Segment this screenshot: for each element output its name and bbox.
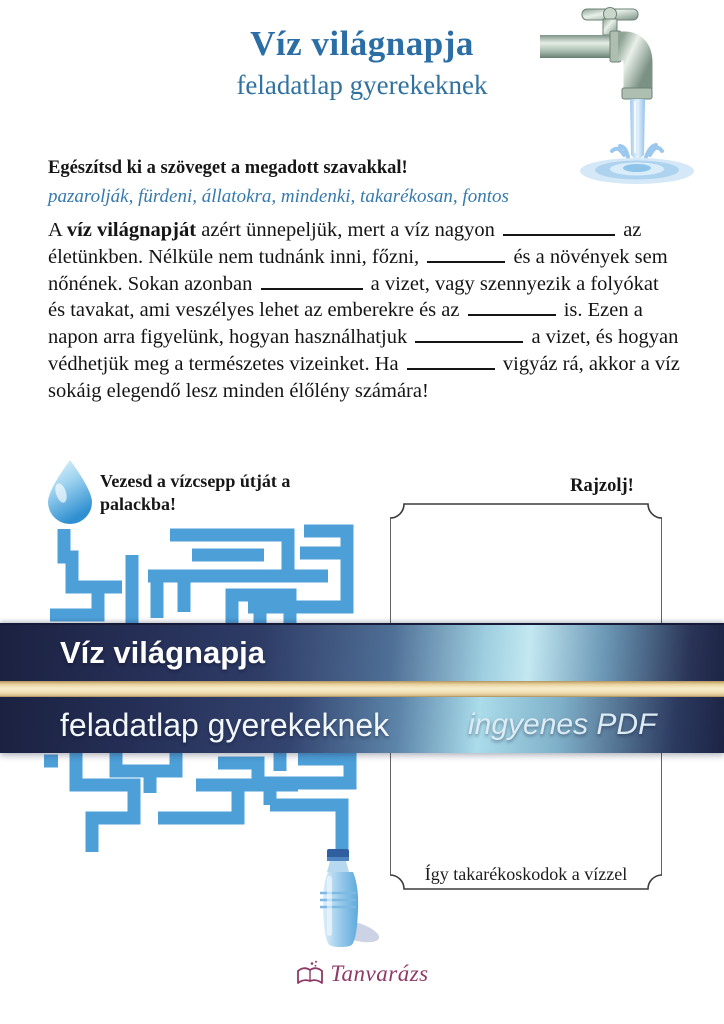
maze-path <box>196 763 258 785</box>
maze-path <box>116 752 176 771</box>
fill-text-run: vigyáz rá, akkor a víz sokáig elegendő lesz minden élőlény számára! <box>48 352 680 402</box>
blank-line <box>468 301 556 316</box>
logo-text: Tanvarázs <box>330 961 429 986</box>
draw-heading: Rajzolj! <box>570 476 634 496</box>
fill-text-bold: víz világnapját <box>66 219 197 241</box>
banner-bottom-band <box>0 697 724 753</box>
footer-logo <box>0 960 724 988</box>
draw-caption: Így takarékoskodok a vízzel <box>424 864 628 884</box>
fill-text-run: a vizet, és hogyan védhetjük meg a természetes vizeinket. Ha <box>48 326 679 375</box>
task1-section <box>48 158 680 405</box>
blank-line <box>261 275 363 290</box>
bottle-svg <box>303 845 381 950</box>
fill-text <box>48 217 680 405</box>
book-logo-icon <box>295 960 325 988</box>
fill-text-run: A <box>48 219 67 241</box>
water-drop-icon <box>44 458 96 524</box>
word-bank: pazarolják, fürdeni, állatokra, mindenki, takarékosan, fontos <box>48 186 509 207</box>
task1-instruction: Egészítsd ki a szöveget a megadott szavakkal! <box>48 158 408 178</box>
banner-top-band <box>0 625 724 681</box>
water-drop-svg <box>44 458 96 524</box>
banner-subtitle: feladatlap gyerekeknek <box>60 707 390 743</box>
fill-text-run: az életünkben. Nélküle nem tudnánk inni, főzni, <box>48 219 642 268</box>
banner-stripe <box>0 681 724 697</box>
blank-line <box>415 328 523 343</box>
fill-text-run: és a növények sem nőnének. Sokan azonban <box>48 245 668 295</box>
blank-line <box>427 248 505 263</box>
banner <box>0 623 724 753</box>
fill-text-run: is. Ezen a napon arra figyelünk, hogyan használhatjuk <box>48 299 643 349</box>
fill-text-run: a vizet, vagy szennyezik a folyókat és tavakat, ami veszélyes lehet az emberekre és az <box>48 272 659 322</box>
blank-line <box>407 355 495 370</box>
maze-path <box>64 529 122 587</box>
maze-instruction: Vezesd a vízcsepp útját a palackba! <box>100 471 291 514</box>
blank-line <box>503 221 615 236</box>
banner-badge: ingyenes PDF <box>468 708 657 741</box>
page-subtitle: feladatlap gyerekeknek <box>236 70 488 100</box>
fill-text-run: azért ünnepeljük, mert a víz nagyon <box>196 219 501 241</box>
banner-title: Víz világnapja <box>60 635 266 670</box>
bottle-icon <box>303 845 381 950</box>
page-title: Víz világnapja <box>250 24 474 63</box>
